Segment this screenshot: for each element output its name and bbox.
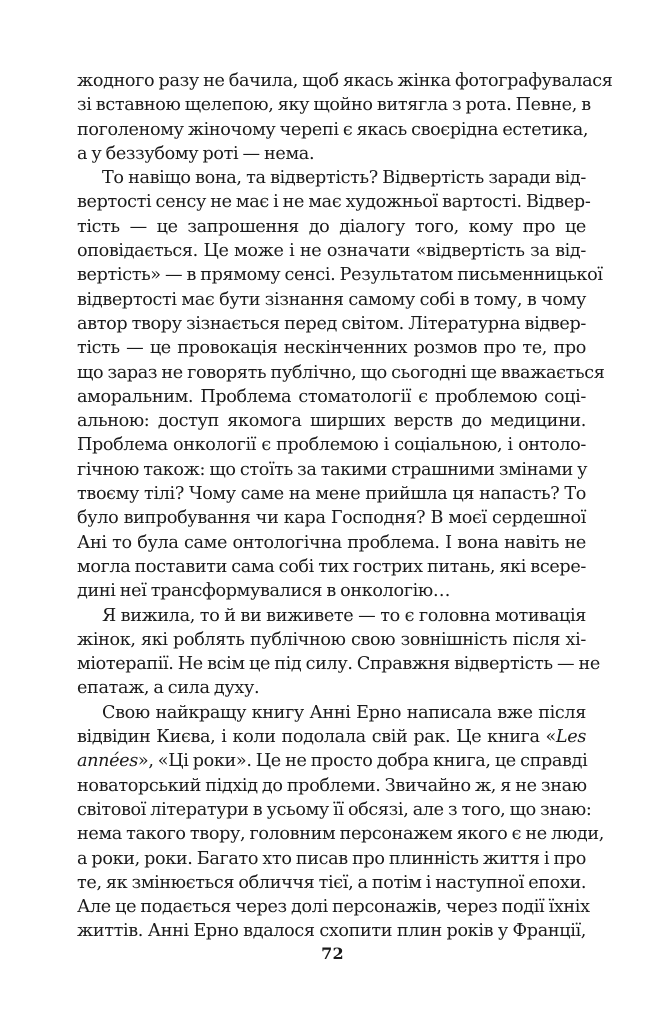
text-line: зі вставною щелепою, яку щойно витягла з рота. Певне, в <box>77 95 591 116</box>
text-line: що зараз не говорять публічно, що сьогодні ще вважається <box>77 362 605 383</box>
text-line: дині неї трансформувалися в онкологію… <box>77 581 451 602</box>
text-line: життів. Анні Ерно вдалося схопити плин років у Франції, <box>77 921 586 942</box>
text-line: було випробування чи кара Господня? В моєї сердешної <box>77 508 586 529</box>
text-line: нема такого твору, головним персонажем якого є не люди, <box>77 824 604 845</box>
text-line: То навіщо вона, та відвертість? Відвертість заради від- <box>102 168 586 189</box>
text-line: Але це подається через долі персонажів, через події їхніх <box>77 897 590 918</box>
text-line: епатаж, а сила духу. <box>77 678 260 699</box>
text-line: тість — це провокація нескінченних розмов про те, про <box>77 338 586 359</box>
text-line: Я вижила, то й ви виживете — то є головна мотивація <box>102 605 586 626</box>
text-line: жодного разу не бачила, щоб якась жінка фотографувалася <box>77 71 613 91</box>
text-line: твоєму тілі? Чому саме на мене прийшла ця напасть? То <box>77 484 586 505</box>
text-line: вертості сенсу не має і не має художньої вартості. Відвер- <box>77 192 591 213</box>
text-line: автор твору зізнається перед світом. Літературна відвер- <box>77 313 586 334</box>
text-line: Свою найкращу книгу Анні Ерно написала вже після <box>102 702 586 723</box>
text-line: міотерапії. Не всім це під силу. Справжня відвертість — не <box>77 654 600 675</box>
text-line: аморальним. Проблема стоматології є проблемою соці- <box>77 386 586 407</box>
text-line: відвідин Києва, і коли подолала свій рак. Це книга «Les <box>77 727 586 748</box>
text-line: поголеному жіночому черепі є якась своєрідна естетика, <box>77 119 589 140</box>
text-line: тість — це запрошення до діалогу того, кому про це <box>77 216 586 237</box>
text-line: а у беззубому роті — нема. <box>77 143 315 164</box>
text-line: могла поставити сама собі тих гострих питань, які всере- <box>77 556 586 577</box>
text-line: гічною також: що стоїть за такими страшними змінами у <box>77 459 588 480</box>
text-line: Проблема онкології є проблемою і соціальною, і онтоло- <box>77 435 586 456</box>
text-line: новаторський підхід до проблеми. Звичайно ж, я не знаю <box>77 775 587 796</box>
text-line: альною: доступ якомога ширших верств до медицини. <box>77 411 586 432</box>
text-line: Ані то була саме онтологічна проблема. І вона навіть не <box>77 532 586 553</box>
text-line: світової літератури в усьому її обсязі, але з того, що знаю: <box>77 799 592 820</box>
text-line: оповідається. Це може і не означати «відвертість за від- <box>77 241 586 262</box>
page-number: 72 <box>321 944 344 963</box>
text-line: те, як змінюється обличчя тієї, а потім і наступної епохи. <box>77 872 587 893</box>
text-line: жінок, які роблять публічною свою зовнішність після хі- <box>77 629 586 650</box>
body-text <box>77 69 613 944</box>
text-line: а роки, роки. Багато хто писав про плинність життя і про <box>77 848 586 869</box>
text-line: вертість» — в прямому сенсі. Результатом письменницької <box>77 265 603 286</box>
text-line: années», «Ці роки». Це не просто добра книга, це справді <box>77 751 588 772</box>
text-line: відвертості має бути зізнання самому собі в тому, в чому <box>77 289 586 310</box>
